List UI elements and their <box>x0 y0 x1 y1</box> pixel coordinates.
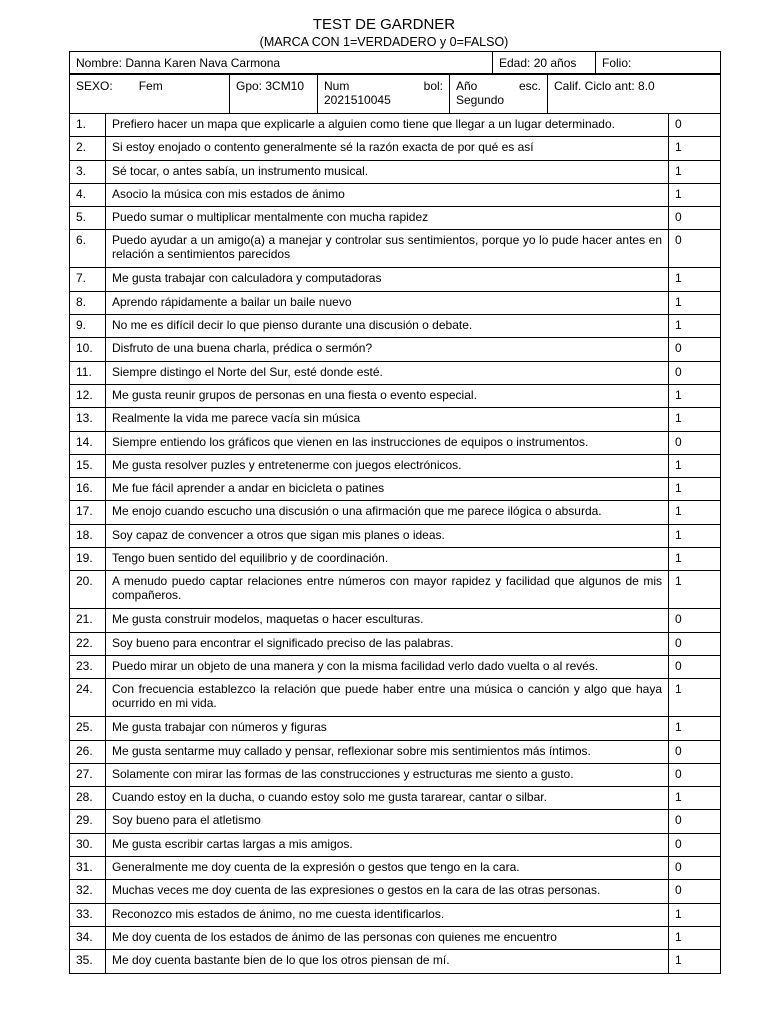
question-answer: 1 <box>669 384 721 407</box>
question-row <box>70 291 721 314</box>
question-number: 34. <box>70 926 106 949</box>
question-answer: 1 <box>669 903 721 926</box>
question-answer: 0 <box>669 361 721 384</box>
question-row <box>70 833 721 856</box>
question-row <box>70 114 721 137</box>
question-text: Me gusta trabajar con números y figuras <box>106 717 669 740</box>
question-number: 22. <box>70 632 106 655</box>
question-text: Soy bueno para el atletismo <box>106 810 669 833</box>
question-answer: 0 <box>669 114 721 137</box>
question-text: Tengo buen sentido del equilibrio y de coordinación. <box>106 548 669 571</box>
question-text: Me doy cuenta bastante bien de lo que los otros piensan de mí. <box>106 950 669 973</box>
question-row <box>70 632 721 655</box>
anio-label-a: Año <box>456 79 478 93</box>
question-answer: 1 <box>669 548 721 571</box>
question-row <box>70 454 721 477</box>
question-text: Me enojo cuando escucho una discusión o una afirmación que me parece ilógica o absurda. <box>106 501 669 524</box>
question-answer: 0 <box>669 609 721 632</box>
question-number: 4. <box>70 183 106 206</box>
question-row <box>70 524 721 547</box>
question-text: Puedo ayudar a un amigo(a) a manejar y controlar sus sentimientos, porque yo lo pude hacer antes en relación a sentimientos parecidos <box>106 230 669 268</box>
question-answer: 0 <box>669 740 721 763</box>
question-row <box>70 548 721 571</box>
folio-cell: Folio: <box>596 52 721 74</box>
question-text: Solamente con mirar las formas de las construcciones y estructuras me siento a gusto. <box>106 763 669 786</box>
question-text: Me gusta construir modelos, maquetas o hacer esculturas. <box>106 609 669 632</box>
question-text: Con frecuencia establezco la relación que puede haber entre una música o canción y algo que haya ocurrido en mi vida. <box>106 679 669 717</box>
question-number: 23. <box>70 655 106 678</box>
student-age-cell: Edad: 20 años <box>493 52 596 74</box>
question-answer: 1 <box>669 291 721 314</box>
question-row <box>70 478 721 501</box>
question-row <box>70 857 721 880</box>
question-text: Me gusta sentarme muy callado y pensar, reflexionar sobre mis sentimientos más íntimos. <box>106 740 669 763</box>
question-row <box>70 501 721 524</box>
question-number: 27. <box>70 763 106 786</box>
question-row <box>70 763 721 786</box>
question-answer: 0 <box>669 763 721 786</box>
question-text: Puedo sumar o multiplicar mentalmente con mucha rapidez <box>106 207 669 230</box>
question-text: Puedo mirar un objeto de una manera y con la misma facilidad verlo dado vuelta o al revés. <box>106 655 669 678</box>
question-number: 11. <box>70 361 106 384</box>
question-answer: 1 <box>669 571 721 609</box>
question-text: Me gusta escribir cartas largas a mis amigos. <box>106 833 669 856</box>
question-number: 13. <box>70 408 106 431</box>
question-row <box>70 810 721 833</box>
question-number: 14. <box>70 431 106 454</box>
question-number: 1. <box>70 114 106 137</box>
question-row <box>70 207 721 230</box>
question-row <box>70 183 721 206</box>
question-row <box>70 787 721 810</box>
sexo-cell <box>70 75 230 114</box>
question-number: 7. <box>70 268 106 291</box>
question-number: 16. <box>70 478 106 501</box>
question-number: 10. <box>70 338 106 361</box>
question-answer: 1 <box>669 717 721 740</box>
question-answer: 0 <box>669 655 721 678</box>
question-answer: 0 <box>669 632 721 655</box>
question-answer: 0 <box>669 207 721 230</box>
question-row <box>70 384 721 407</box>
question-number: 32. <box>70 880 106 903</box>
questions-body <box>70 114 721 974</box>
question-text: Me gusta trabajar con calculadora y computadoras <box>106 268 669 291</box>
boleta-value: 2021510045 <box>324 93 391 107</box>
anio-label-b: esc. <box>518 79 541 93</box>
question-row <box>70 160 721 183</box>
question-answer: 0 <box>669 431 721 454</box>
question-text: Reconozco mis estados de ánimo, no me cuesta identificarlos. <box>106 903 669 926</box>
question-answer: 1 <box>669 315 721 338</box>
question-number: 19. <box>70 548 106 571</box>
question-number: 15. <box>70 454 106 477</box>
question-number: 21. <box>70 609 106 632</box>
question-row <box>70 679 721 717</box>
question-row <box>70 655 721 678</box>
question-text: Realmente la vida me parece vacía sin música <box>106 408 669 431</box>
question-text: Disfruto de una buena charla, prédica o sermón? <box>106 338 669 361</box>
question-row <box>70 338 721 361</box>
question-row <box>70 268 721 291</box>
question-text: Me fue fácil aprender a andar en bicicleta o patines <box>106 478 669 501</box>
student-info-row-2 <box>69 74 721 114</box>
question-number: 8. <box>70 291 106 314</box>
question-answer: 1 <box>669 454 721 477</box>
question-number: 29. <box>70 810 106 833</box>
question-answer: 1 <box>669 679 721 717</box>
question-text: Me doy cuenta de los estados de ánimo de las personas con quienes me encuentro <box>106 926 669 949</box>
question-row <box>70 408 721 431</box>
question-row <box>70 717 721 740</box>
question-text: Muchas veces me doy cuenta de las expresiones o gestos en la cara de las otras personas. <box>106 880 669 903</box>
question-number: 12. <box>70 384 106 407</box>
question-number: 30. <box>70 833 106 856</box>
question-number: 9. <box>70 315 106 338</box>
question-answer: 1 <box>669 926 721 949</box>
question-text: Asocio la música con mis estados de ánimo <box>106 183 669 206</box>
question-row <box>70 880 721 903</box>
sexo-value: Fem <box>138 79 163 93</box>
question-number: 24. <box>70 679 106 717</box>
question-number: 35. <box>70 950 106 973</box>
question-text: Me gusta resolver puzles y entretenerme con juegos electrónicos. <box>106 454 669 477</box>
question-row <box>70 137 721 160</box>
question-text: Soy capaz de convencer a otros que sigan mis planes o ideas. <box>106 524 669 547</box>
question-text: Me gusta reunir grupos de personas en una fiesta o evento especial. <box>106 384 669 407</box>
question-row <box>70 903 721 926</box>
question-answer: 0 <box>669 880 721 903</box>
question-number: 26. <box>70 740 106 763</box>
question-number: 28. <box>70 787 106 810</box>
question-answer: 1 <box>669 408 721 431</box>
question-answer: 1 <box>669 524 721 547</box>
question-answer: 0 <box>669 338 721 361</box>
question-answer: 1 <box>669 501 721 524</box>
question-text: Aprendo rápidamente a bailar un baile nuevo <box>106 291 669 314</box>
question-answer: 1 <box>669 160 721 183</box>
question-answer: 1 <box>669 950 721 973</box>
question-row <box>70 609 721 632</box>
question-number: 31. <box>70 857 106 880</box>
question-text: Siempre distingo el Norte del Sur, esté donde esté. <box>106 361 669 384</box>
question-answer: 0 <box>669 857 721 880</box>
question-answer: 1 <box>669 478 721 501</box>
question-answer: 1 <box>669 137 721 160</box>
question-number: 17. <box>70 501 106 524</box>
document-title: TEST DE GARDNER <box>312 16 456 33</box>
question-row <box>70 315 721 338</box>
calif-cell: Calif. Ciclo ant: 8.0 <box>548 75 721 114</box>
question-row <box>70 431 721 454</box>
question-text: Prefiero hacer un mapa que explicarle a alguien como tiene que llegar a un lugar determinado. <box>106 114 669 137</box>
anio-cell <box>450 75 548 114</box>
question-text: Generalmente me doy cuenta de la expresión o gestos que tengo en la cara. <box>106 857 669 880</box>
question-number: 20. <box>70 571 106 609</box>
anio-value: Segundo <box>456 93 505 107</box>
question-number: 6. <box>70 230 106 268</box>
question-text: Sé tocar, o antes sabía, un instrumento musical. <box>106 160 669 183</box>
question-text: No me es difícil decir lo que pienso durante una discusión o debate. <box>106 315 669 338</box>
boleta-label-b: bol: <box>423 79 443 93</box>
question-row <box>70 571 721 609</box>
document-subtitle: (MARCA CON 1=VERDADERO y 0=FALSO) <box>259 35 509 49</box>
question-answer: 1 <box>669 268 721 291</box>
student-name-cell: Nombre: Danna Karen Nava Carmona <box>70 52 493 74</box>
question-row <box>70 361 721 384</box>
question-answer: 0 <box>669 810 721 833</box>
question-text: Siempre entiendo los gráficos que vienen en las instrucciones de equipos o instrumentos. <box>106 431 669 454</box>
question-number: 3. <box>70 160 106 183</box>
question-row <box>70 740 721 763</box>
question-text: A menudo puedo captar relaciones entre números con mayor rapidez y facilidad que algunos de mis compañeros. <box>106 571 669 609</box>
questions-table <box>69 113 721 974</box>
student-info-row-1 <box>69 51 721 74</box>
question-answer: 1 <box>669 787 721 810</box>
sexo-label: SEXO: <box>76 79 113 93</box>
question-answer: 0 <box>669 230 721 268</box>
question-text: Soy bueno para encontrar el significado preciso de las palabras. <box>106 632 669 655</box>
question-number: 33. <box>70 903 106 926</box>
question-row <box>70 950 721 973</box>
question-number: 18. <box>70 524 106 547</box>
boleta-cell <box>318 75 450 114</box>
question-number: 5. <box>70 207 106 230</box>
grupo-cell: Gpo: 3CM10 <box>230 75 318 114</box>
question-row <box>70 230 721 268</box>
question-row <box>70 926 721 949</box>
question-number: 25. <box>70 717 106 740</box>
question-number: 2. <box>70 137 106 160</box>
question-text: Si estoy enojado o contento generalmente sé la razón exacta de por qué es así <box>106 137 669 160</box>
question-answer: 0 <box>669 833 721 856</box>
boleta-label-a: Num <box>324 79 350 93</box>
question-answer: 1 <box>669 183 721 206</box>
question-text: Cuando estoy en la ducha, o cuando estoy solo me gusta tararear, cantar o silbar. <box>106 787 669 810</box>
